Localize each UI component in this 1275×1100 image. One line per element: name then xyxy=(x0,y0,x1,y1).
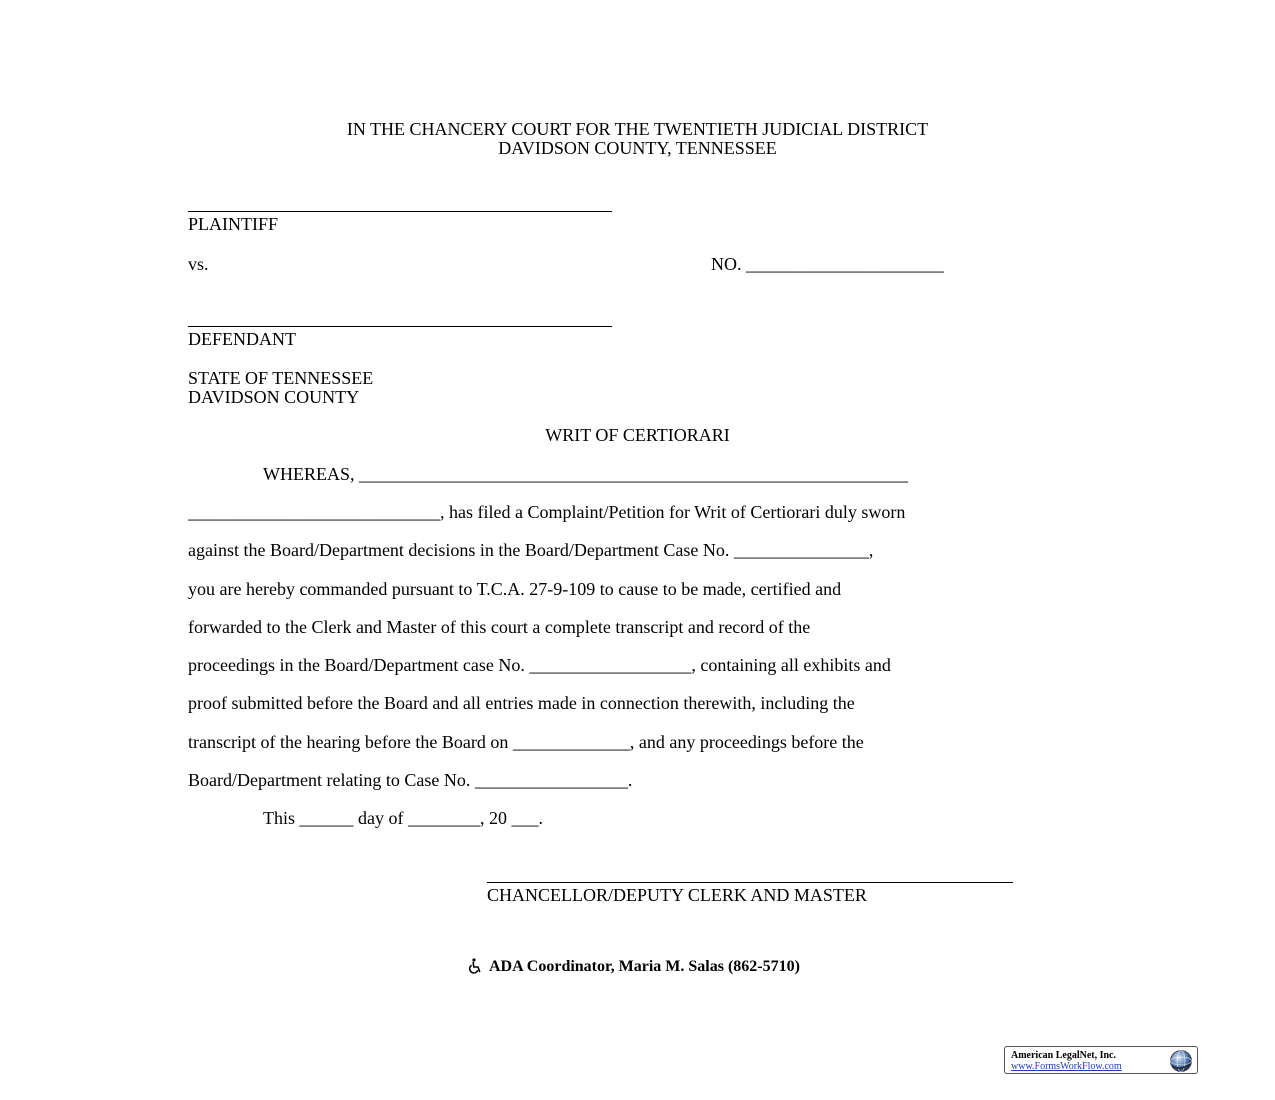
defendant-line xyxy=(188,326,612,327)
body-line-3: against the Board/Department decisions in the Board/Department Case No. _______________, xyxy=(188,540,874,560)
body-line-6: proceedings in the Board/Department case No. __________________, containing all exhibits and xyxy=(188,655,891,675)
badge-company: American LegalNet, Inc. xyxy=(1011,1050,1116,1061)
ada-notice xyxy=(459,942,800,975)
date-line: This ______ day of ________, 20 ___. xyxy=(263,808,543,828)
county-line: DAVIDSON COUNTY xyxy=(188,387,360,407)
globe-icon xyxy=(1169,1049,1193,1073)
county-heading: DAVIDSON COUNTY, TENNESSEE xyxy=(498,138,777,158)
body-line-2: ____________________________, has filed a Complaint/Petition for Writ of Certiorari duly sworn xyxy=(188,502,906,522)
signature-line xyxy=(487,882,1013,883)
body-line-7: proof submitted before the Board and all entries made in connection therewith, including the xyxy=(188,693,855,713)
ada-text: ADA Coordinator, Maria M. Salas (862-5710) xyxy=(489,958,800,975)
court-heading: IN THE CHANCERY COURT FOR THE TWENTIETH JUDICIAL DISTRICT xyxy=(346,119,929,139)
vs-label: vs. xyxy=(188,254,209,274)
signature-label: CHANCELLOR/DEPUTY CLERK AND MASTER xyxy=(487,885,867,905)
plaintiff-label: PLAINTIFF xyxy=(188,214,279,234)
badge-url-link[interactable]: www.FormsWorkFlow.com xyxy=(1011,1061,1122,1072)
body-line-5: forwarded to the Clerk and Master of this court a complete transcript and record of the xyxy=(188,617,811,637)
plaintiff-line xyxy=(188,211,612,212)
defendant-label: DEFENDANT xyxy=(188,329,296,349)
body-line-1: WHEREAS, _____________________________________________________________ xyxy=(263,464,908,484)
document-title: WRIT OF CERTIORARI xyxy=(545,425,730,445)
legalnet-badge xyxy=(1004,1046,1198,1074)
wheelchair-icon xyxy=(467,958,483,974)
body-line-8: transcript of the hearing before the Board on _____________, and any proceedings before the xyxy=(188,732,864,752)
case-number-field: NO. ______________________ xyxy=(711,254,944,274)
body-line-9: Board/Department relating to Case No. _________________. xyxy=(188,770,633,790)
state-line: STATE OF TENNESSEE xyxy=(188,368,374,388)
body-line-4: you are hereby commanded pursuant to T.C.A. 27-9-109 to cause to be made, certified and xyxy=(188,579,842,599)
